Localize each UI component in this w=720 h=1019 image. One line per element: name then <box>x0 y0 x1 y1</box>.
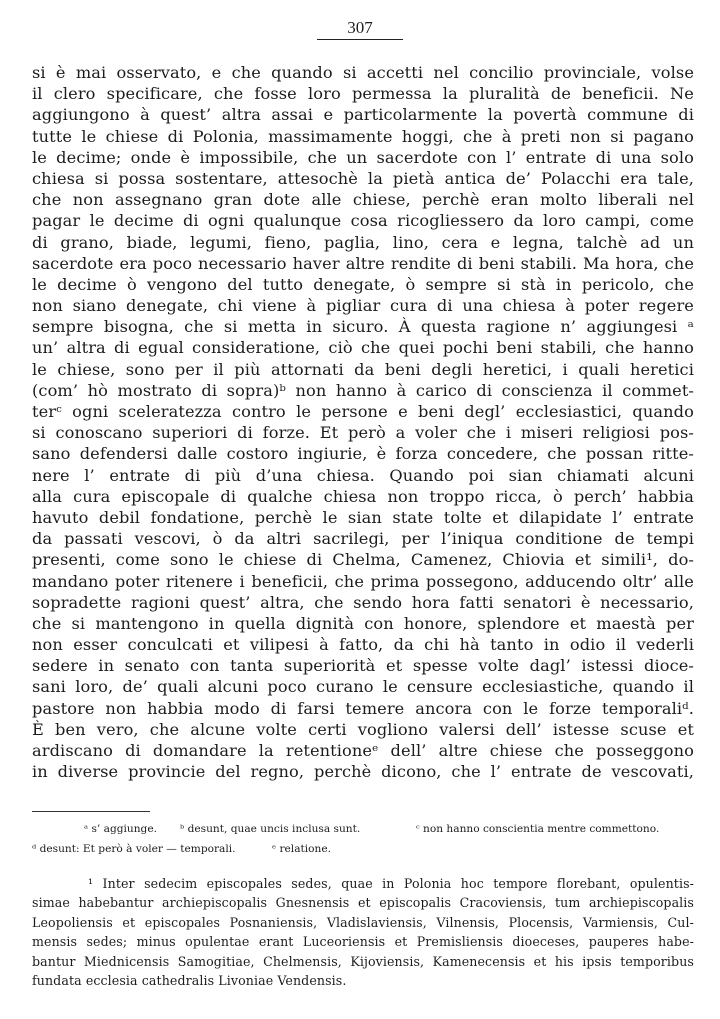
body-line: sedere in senato con tanta superiorità et spesse volte dagl’ istessi dioce- <box>32 656 694 676</box>
page-number-text: 307 <box>347 18 373 37</box>
variant-note-a: ᵃ s’ aggiunge. <box>84 823 157 835</box>
body-line: aggiungono à quest’ altra assai e particolarmente la povertà commune di <box>32 105 694 125</box>
variant-note-c: ᶜ non hanno conscientia mentre commettono. <box>416 823 660 835</box>
footnote-line: Leopoliensis et episcopales Posnaniensis, Vladislaviensis, Vilnensis, Plocensis, Varmiensis, Cul- <box>32 914 694 930</box>
variant-note-d: ᵈ desunt: Et però à voler — temporali. <box>32 843 236 855</box>
footnote <box>32 874 694 990</box>
body-line: sani loro, de’ quali alcuni poco curano le censure ecclesiastiche, quando il <box>32 677 694 697</box>
footnote-line: simae habebantur archiepiscopalis Gnesnensis et episcopalis Cracoviensis, tum archiepiscopalis <box>32 895 694 911</box>
body-line: di grano, biade, legumi, fieno, paglia, lino, cera e legna, talchè ad un <box>32 232 694 252</box>
footnote-line: fundata ecclesia cathedralis Livoniae Vendensis. <box>32 972 347 988</box>
body-line: le decime ò vengono del tutto denegate, ò sempre si stà in pericolo, che <box>32 274 694 294</box>
body-line: chiesa si possa sostentare, attesochè la pietà antica de’ Polacchi era tale, <box>32 168 694 188</box>
footnote-divider <box>32 811 150 812</box>
body-line: sano defendersi dalle costoro ingiurie, è forza concedere, che possan ritte- <box>32 444 694 464</box>
page-number <box>0 18 720 40</box>
body-line: le decime; onde è impossibile, che un sacerdote con l’ entrate di una solo <box>32 147 694 167</box>
variant-notes <box>32 819 694 859</box>
body-line: che si mantengono in quella dignità con honore, splendore et maestà per <box>32 613 694 633</box>
body-line: havuto debil fondatione, perchè le sian state tolte et dilapidate l’ entrate <box>32 507 694 527</box>
body-line: da passati vescovi, ò da altri sacrilegi, per l’iniqua conditione de tempi <box>32 529 694 549</box>
page-number-rule <box>317 39 403 40</box>
body-line: ardiscano di domandare la retentioneᵉ dell’ altre chiese che posseggono <box>32 741 694 760</box>
body-line: mandano poter ritenere i beneficii, che prima possegono, adducendo oltr’ alle <box>32 571 694 591</box>
body-line: presenti, come sono le chiese di Chelma, Camenez, Chiovia et simili¹, do- <box>32 550 694 570</box>
variant-note-e: ᵉ relatione. <box>272 843 331 855</box>
body-line: si conoscano superiori di forze. Et però a voler che i miseri religiosi pos- <box>32 423 694 443</box>
body-line: il clero specificare, che fosse loro permessa la pluralità de beneficii. Ne <box>32 84 694 104</box>
body-line: un’ altra di egual consideratione, ciò che quei pochi beni stabili, che hanno <box>32 338 694 358</box>
variant-note-b: ᵇ desunt, quae uncis inclusa sunt. <box>180 823 361 835</box>
body-line: le chiese, sono per il più attornati da beni degli heretici, i quali heretici <box>32 359 694 379</box>
body-line: tutte le chiese di Polonia, massimamente hoggi, che à preti non si pagano <box>32 126 694 146</box>
body-line: non esser conculcati et vilipesi à fatto, da chi hà tanto in odio il vederli <box>32 635 694 655</box>
body-line: pagar le decime di ogni qualunque cosa ricogliessero da loro campi, come <box>32 211 694 231</box>
body-line: in diverse provincie del regno, perchè dicono, che l’ entrate de vescovati, <box>32 762 694 782</box>
body-line: È ben vero, che alcune volte certi vogliono valersi dell’ istesse scuse et <box>32 719 694 739</box>
body-line: pastore non habbia modo di farsi temere ancora con le forze temporaliᵈ. <box>32 698 694 718</box>
body-line: sopradette ragioni quest’ altra, che sendo hora fatti senatori è necessario, <box>32 592 694 612</box>
footnote-line: ¹ Inter sedecim episcopales sedes, quae in Polonia hoc tempore florebant, opulentis- <box>88 876 694 891</box>
body-line: sacerdote era poco necessario haver altre rendite di beni stabili. Ma hora, che <box>32 253 694 273</box>
body-text <box>32 62 694 782</box>
body-line: sempre bisogna, che si metta in sicuro. À questa ragione n’ aggiungesi ᵃ <box>32 317 694 337</box>
body-line: alla cura episcopale di qualche chiesa non troppo ricca, ò perch’ habbia <box>32 486 694 506</box>
body-line: nere l’ entrate di più d’una chiesa. Quando poi sian chiamati alcuni <box>32 465 694 485</box>
body-line: (com’ hò mostrato di sopra)ᵇ non hanno à carico di conscienza il commet- <box>32 380 694 400</box>
body-line: terᶜ ogni sceleratezza contro le persone e beni degl’ ecclesiastici, quando <box>32 402 694 421</box>
footnote-line: bantur Miednicensis Samogitiae, Chelmensis, Kijoviensis, Kamenecensis et his ipsis temporibus <box>32 953 694 969</box>
body-line: che non assegnano gran dote alle chiese, perchè eran molto liberali nel <box>32 190 694 210</box>
footnote-line: mensis sedes; minus opulentae erant Luceoriensis et Premisliensis dioeceses, pauperes habe- <box>32 934 694 950</box>
body-line: si è mai osservato, e che quando si accetti nel concilio provinciale, volse <box>32 63 694 82</box>
body-line: non siano denegate, chi viene à pigliar cura di una chiesa à poter regere <box>32 296 694 316</box>
